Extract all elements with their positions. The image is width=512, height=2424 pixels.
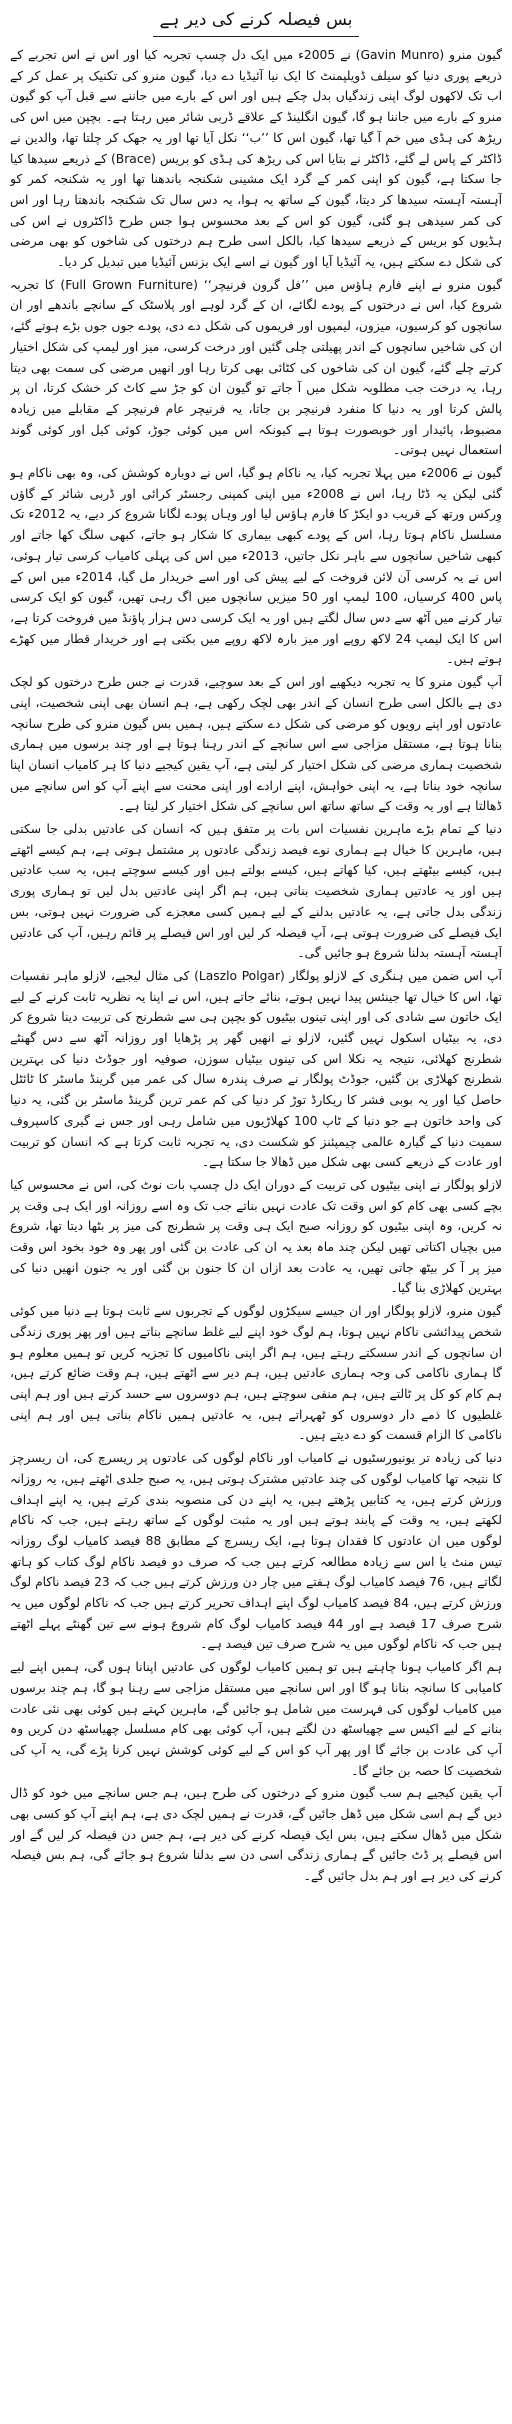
article-paragraph: ہم اگر کامیاب ہونا چاہتے ہیں تو ہمیں کامیاب لوگوں کی عادتیں اپنانا ہوں گی، ہمیں اپنے لیے کامیابی کا سانچہ بنانا ہو گا اور اس سانچے میں مستقل مزاجی سے رہنا ہو گا، ہم چند برسوں میں کامیاب لوگوں کی فہرست میں شامل ہو جائیں گے، ماہرین کہتے ہیں کوئی بھی نئی عادت بنانے کے لیے اکیس سے چھیاسٹھ دن لگتے ہیں، آپ کوئی بھی کام مسلسل چھیاسٹھ دن کریں وہ آپ کی عادت بن جائے گا اور پھر آپ کو اس کے لیے کوئی کوشش نہیں کرنا پڑے گی، یہ آپ کی شخصیت کا حصہ بن جائے گا۔ [10, 1660, 502, 1778]
article-paragraph: آپ اس ضمن میں ہنگری کے لازلو پولگار (Laszlo Polgar) کی مثال لیجیے، لازلو ماہر نفسیات تھا، اس کا خیال تھا جینئس پیدا نہیں ہوتے، بنائے جاتے ہیں، اس نے اپنا یہ نظریہ ثابت کرنے کے لیے ایک خاتون سے شادی کی اور اپنی تینوں بیٹیوں کو بچپن ہی سے شطرنج کی تربیت دینا شروع کر دی، یہ بیٹیاں اسکول نہیں گئیں، لازلو نے انھیں گھر پر پڑھایا اور روزانہ آٹھ سے دس گھنٹے شطرنج کھلائی، نتیجہ یہ نکلا اس کی تینوں بیٹیاں سوزن، صوفیہ اور جوڈٹ دنیا کی بہترین شطرنج کھلاڑی بن گئیں، جوڈٹ پولگار نے صرف پندرہ سال کی عمر میں گرینڈ ماسٹر کا ٹائٹل حاصل کیا اور یہ بوبی فشر کا ریکارڈ توڑ کر دنیا کی کم عمر ترین گرینڈ ماسٹر بن گئی، یہ دنیا کی واحد خاتون ہے جو دنیا کے ٹاپ 100 کھلاڑیوں میں شامل رہی اور جس نے گیری کاسپروف سمیت دنیا کے گیارہ عالمی چیمپئنز کو شکست دی، یہ تجربہ ثابت کرتا ہے کہ انسان کو تربیت اور عادت کے ذریعے کسی بھی شکل میں ڈھالا جا سکتا ہے۔ [10, 968, 502, 1170]
article-paragraph: لازلو پولگار نے اپنی بیٹیوں کی تربیت کے دوران ایک دل چسپ بات نوٹ کی، اس نے محسوس کیا بچے کسی بھی کام کو اس وقت تک عادت نہیں بناتے جب تک وہ اسے روزانہ اور ایک ہی وقت پر نہ کریں، وہ اپنی بیٹیوں کو روزانہ صبح ایک ہی وقت پر شطرنج کی میز پر بٹھا دیتا تھا، شروع میں بچیاں اکتاتی تھیں لیکن چند ماہ بعد یہ ان کی عادت بن گئی اور پھر وہ خود بخود اس وقت میز پر آ کر بیٹھ جاتی تھیں، یہ عادت بعد ازاں ان کا جنون بن گئی اور یہ جنون انھیں دنیا کی بہترین کھلاڑی بنا گیا۔ [10, 1177, 502, 1296]
article-body [10, 45, 502, 2418]
article-paragraph: گیون نے 2006ء میں پہلا تجربہ کیا، یہ ناکام ہو گیا، اس نے دوبارہ کوشش کی، وہ بھی ناکام ہو گئی لیکن یہ ڈٹا رہا، اس نے 2008ء میں اپنی کمپنی رجسٹر کرائی اور ڈربی شائر کے گاؤں وِرکس ورتھ کے قریب دو ایکڑ کا فارم ہاؤس لیا اور وہاں پودے لگانا شروع کر دیے، یہ 2012ء تک مسلسل ناکام ہوتا رہا، اس کے پودے کبھی بیماری کا شکار ہو جاتے، کبھی سلگ کھا جاتے اور کبھی شاخیں سانچوں سے باہر نکل جاتیں، 2013ء میں اس کی پہلی کامیاب کرسی تیار ہوئی، اس نے یہ کرسی آن لائن فروخت کے لیے پیش کی اور اسے خریدار مل گیا، 2014ء میں اس کے پاس 400 کرسیاں، 100 لیمپ اور 50 میزیں سانچوں میں اگ رہی تھیں، گیون کو ایک کرسی تیار کرنے میں آٹھ سے دس سال لگتے ہیں اور یہ ایک کرسی دس ہزار پاؤنڈ میں فروخت کرتا ہے، اس کا ایک لیمپ 24 لاکھ روپے اور میز بارہ لاکھ روپے میں بکتی ہے اور خریدار قطار میں کھڑے ہوتے ہیں۔ [10, 466, 502, 667]
article-paragraph: گیون منرو نے اپنے فارم ہاؤس میں ’’فل گرون فرنیچر‘‘ (Full Grown Furniture) کا تجربہ شروع کیا، اس نے درختوں کے پودے لگائے، ان کے گرد لوہے اور پلاسٹک کے سانچے باندھے اور ان سانچوں کو کرسیوں، میزوں، لیمپوں اور فریموں کی شکل دے دی، پودے جوں جوں بڑے ہوتے گئے، ان کی شاخیں سانچوں کے اندر پھیلتی چلی گئیں اور درخت کرسی، میز اور لیمپ کی شکل اختیار کرتے چلے گئے، گیون ان کی شاخوں کی کٹائی بھی کرتا رہا اور انھیں مرضی کی سمت بھی دیتا رہا، یہ درخت جب مطلوبہ شکل میں آ جاتے تو گیون ان کو جڑ سے کاٹ کر خشک کرتا، ان پر پالش کرتا اور یہ دنیا کا منفرد فرنیچر بن جاتا، یہ فرنیچر عام فرنیچر کے مقابلے میں زیادہ مضبوط، پائیدار اور خوبصورت ہوتا ہے کیونکہ اس میں کوئی جوڑ، کوئی کیل اور کوئی گوند استعمال نہیں ہوتی۔ [10, 277, 502, 458]
article-paragraph: گیون منرو، لازلو پولگار اور ان جیسے سیکڑوں لوگوں کے تجربوں سے ثابت ہوتا ہے دنیا میں کوئی شخص پیدائشی ناکام نہیں ہوتا، ہم لوگ خود اپنے لیے غلط سانچے بناتے ہیں اور پھر پوری زندگی ان سانچوں کے اندر سسکتے رہتے ہیں، ہم اگر اپنی ناکامیوں کا تجزیہ کریں تو ہمیں معلوم ہو گا ہماری ناکامی کی وجہ ہماری عادتیں ہیں، ہم دیر سے اٹھتے ہیں، ہم وقت ضائع کرتے ہیں، ہم کام کو کل پر ٹالتے ہیں، ہم منفی سوچتے ہیں، ہم دوسروں سے حسد کرتے ہیں اور ہم اپنی غلطیوں کا ذمے دار دوسروں کو ٹھہراتے ہیں، یہ عادتیں ہمیں ناکام بناتی ہیں اور ہم اپنی ناکامی کا الزام قسمت کو دے دیتے ہیں۔ [10, 1304, 502, 1443]
article-headline: بس فیصلہ کرنے کی دیر ہے [153, 8, 358, 37]
article-paragraph: گیون منرو (Gavin Munro) نے 2005ء میں ایک دل چسپ تجربہ کیا اور اس نے اس تجربے کے ذریعے پوری دنیا کو سیلف ڈویلپمنٹ کا ایک نیا آئیڈیا دے دیا، گیون منرو کی تکنیک پر عمل کر کے اب تک لاکھوں لوگ اپنی زندگیاں بدل چکے ہیں اور اس کے بارے میں جاننے سے قبل آپ کو گیون منرو کے بارے میں جاننا ہو گا، گیون انگلینڈ کے علاقے ڈربی شائر میں رہتا ہے۔ بچپن میں اس کی ریڑھ کی ہڈی میں خم آ گیا تھا، گیون اس کا ’’ب‘‘ نکل آیا تھا اور یہ جھک کر چلتا تھا، والدین نے ڈاکٹر کے پاس لے گئے، ڈاکٹر نے بتایا اس کی ریڑھ کی ہڈی کو بریس (Brace) کے ذریعے سیدھا کیا جا سکتا ہے، گیون کو اپنی کمر کے گرد ایک مشینی شکنجہ باندھنا تھا اور یہ شکنجہ کمر کو آہستہ آہستہ سیدھا کر دیتا، گیون کے ساتھ یہ ہوا، یہ دس سال تک شکنجہ باندھتا رہا اور اس کی کمر سیدھی ہو گئی، گیون کو اس کے بعد محسوس ہوا جس طرح ڈاکٹروں نے اس کی ہڈیوں کو بریس کے ذریعے سیدھا کیا، بالکل اسی طرح ہم درختوں کی شاخوں کو بھی مرضی کی شکل دے سکتے ہیں، یہ آئیڈیا آیا اور گیون نے اسے ایک بزنس آئیڈیا میں تبدیل کر دیا۔ [10, 48, 502, 270]
article-paragraph: دنیا کے تمام بڑے ماہرین نفسیات اس بات پر متفق ہیں کہ انسان کی عادتیں بدلی جا سکتی ہیں، ماہرین کا خیال ہے ہماری نوے فیصد زندگی عادتوں پر مشتمل ہوتی ہے، ہم کیسے اٹھتے ہیں، کیسے بیٹھتے ہیں، کیا کھاتے ہیں، کیسے بولتے ہیں اور کیسے سوچتے ہیں، یہ سب عادتیں ہیں اور یہ عادتیں ہماری شخصیت بناتی ہیں، ہم اگر اپنی عادتیں بدل لیں تو ہماری پوری زندگی بدل جاتی ہے، یہ عادتیں بدلنے کے لیے ہمیں کسی معجزے کی ضرورت نہیں ہوتی، بس ایک فیصلے کی ضرورت ہوتی ہے، آپ فیصلہ کر لیں اور اس فیصلے پر قائم رہیں، آپ کی عادتیں آہستہ آہستہ بدلنا شروع ہو جائیں گی۔ [10, 822, 502, 961]
article-paragraph: آپ گیون منرو کا یہ تجربہ دیکھیے اور اس کے بعد سوچیے، قدرت نے جس طرح درختوں کو لچک دی ہے بالکل اسی طرح انسان کے اندر بھی لچک رکھی ہے، ہم انسان بھی اپنی شخصیت، اپنی عادتوں اور اپنے رویوں کو مرضی کی شکل دے سکتے ہیں، ہمیں بس گیون منرو کی طرح سانچہ بنانا ہوتا ہے، مستقل مزاجی سے اس سانچے کے اندر رہنا ہوتا ہے اور چند برسوں میں ہماری شخصیت ہماری مرضی کی شکل اختیار کر لیتی ہے، آپ یقین کیجیے دنیا کا ہر کامیاب انسان اپنا سانچہ خود بناتا ہے، یہ اپنی خواہش، اپنے ارادے اور اپنی محنت سے اپنے آپ کو اس سانچے میں ڈھالتا ہے اور یہ وقت کے ساتھ ساتھ اس سانچے کی شکل اختیار کر لیتا ہے۔ [10, 675, 502, 814]
article-paragraph: دنیا کی زیادہ تر یونیورسٹیوں نے کامیاب اور ناکام لوگوں کی عادتوں پر ریسرچ کی، ان ریسرچز کا نتیجہ تھا کامیاب لوگوں کی چند عادتیں مشترک ہوتی ہیں، یہ صبح جلدی اٹھتے ہیں، یہ روزانہ ورزش کرتے ہیں، یہ کتابیں پڑھتے ہیں، یہ اپنے دن کی منصوبہ بندی کرتے ہیں، یہ اپنے اہداف لکھتے ہیں، یہ وقت کے پابند ہوتے ہیں اور یہ مثبت لوگوں کے ساتھ رہتے ہیں، جب کہ ناکام لوگوں میں ان عادتوں کا فقدان ہوتا ہے، ایک ریسرچ کے مطابق 88 فیصد کامیاب لوگ روزانہ تیس منٹ یا اس سے زیادہ مطالعہ کرتے ہیں جب کہ صرف دو فیصد ناکام لوگ کتاب کو ہاتھ لگاتے ہیں، 76 فیصد کامیاب لوگ ہفتے میں چار دن ورزش کرتے ہیں جب کہ 23 فیصد ناکام لوگ ورزش کرتے ہیں، 84 فیصد کامیاب لوگ اپنے اہداف تحریر کرتے ہیں جب کہ ناکام لوگوں میں یہ شرح صرف 17 فیصد ہے اور 44 فیصد کامیاب لوگ کام شروع ہونے سے تین گھنٹے پہلے اٹھتے ہیں جب کہ ناکام لوگوں میں یہ شرح صرف تین فیصد ہے۔ [10, 1451, 502, 1652]
article-paragraph: آپ یقین کیجیے ہم سب گیون منرو کے درختوں کی طرح ہیں، ہم جس سانچے میں خود کو ڈال دیں گے ہم اسی شکل میں ڈھل جائیں گے، قدرت نے ہمیں لچک دی ہے، ہم اپنے آپ کو کسی بھی شکل میں ڈھال سکتے ہیں، بس ایک فیصلہ کرنے کی دیر ہے، ہم جس دن فیصلہ کر لیں گے اور اس فیصلے پر ڈٹ جائیں گے ہماری زندگی اسی دن سے بدلنا شروع ہو جائے گی، ہم بس فیصلہ کرنے کی دیر ہے اور ہم بدل جائیں گے۔ [10, 1786, 502, 1884]
